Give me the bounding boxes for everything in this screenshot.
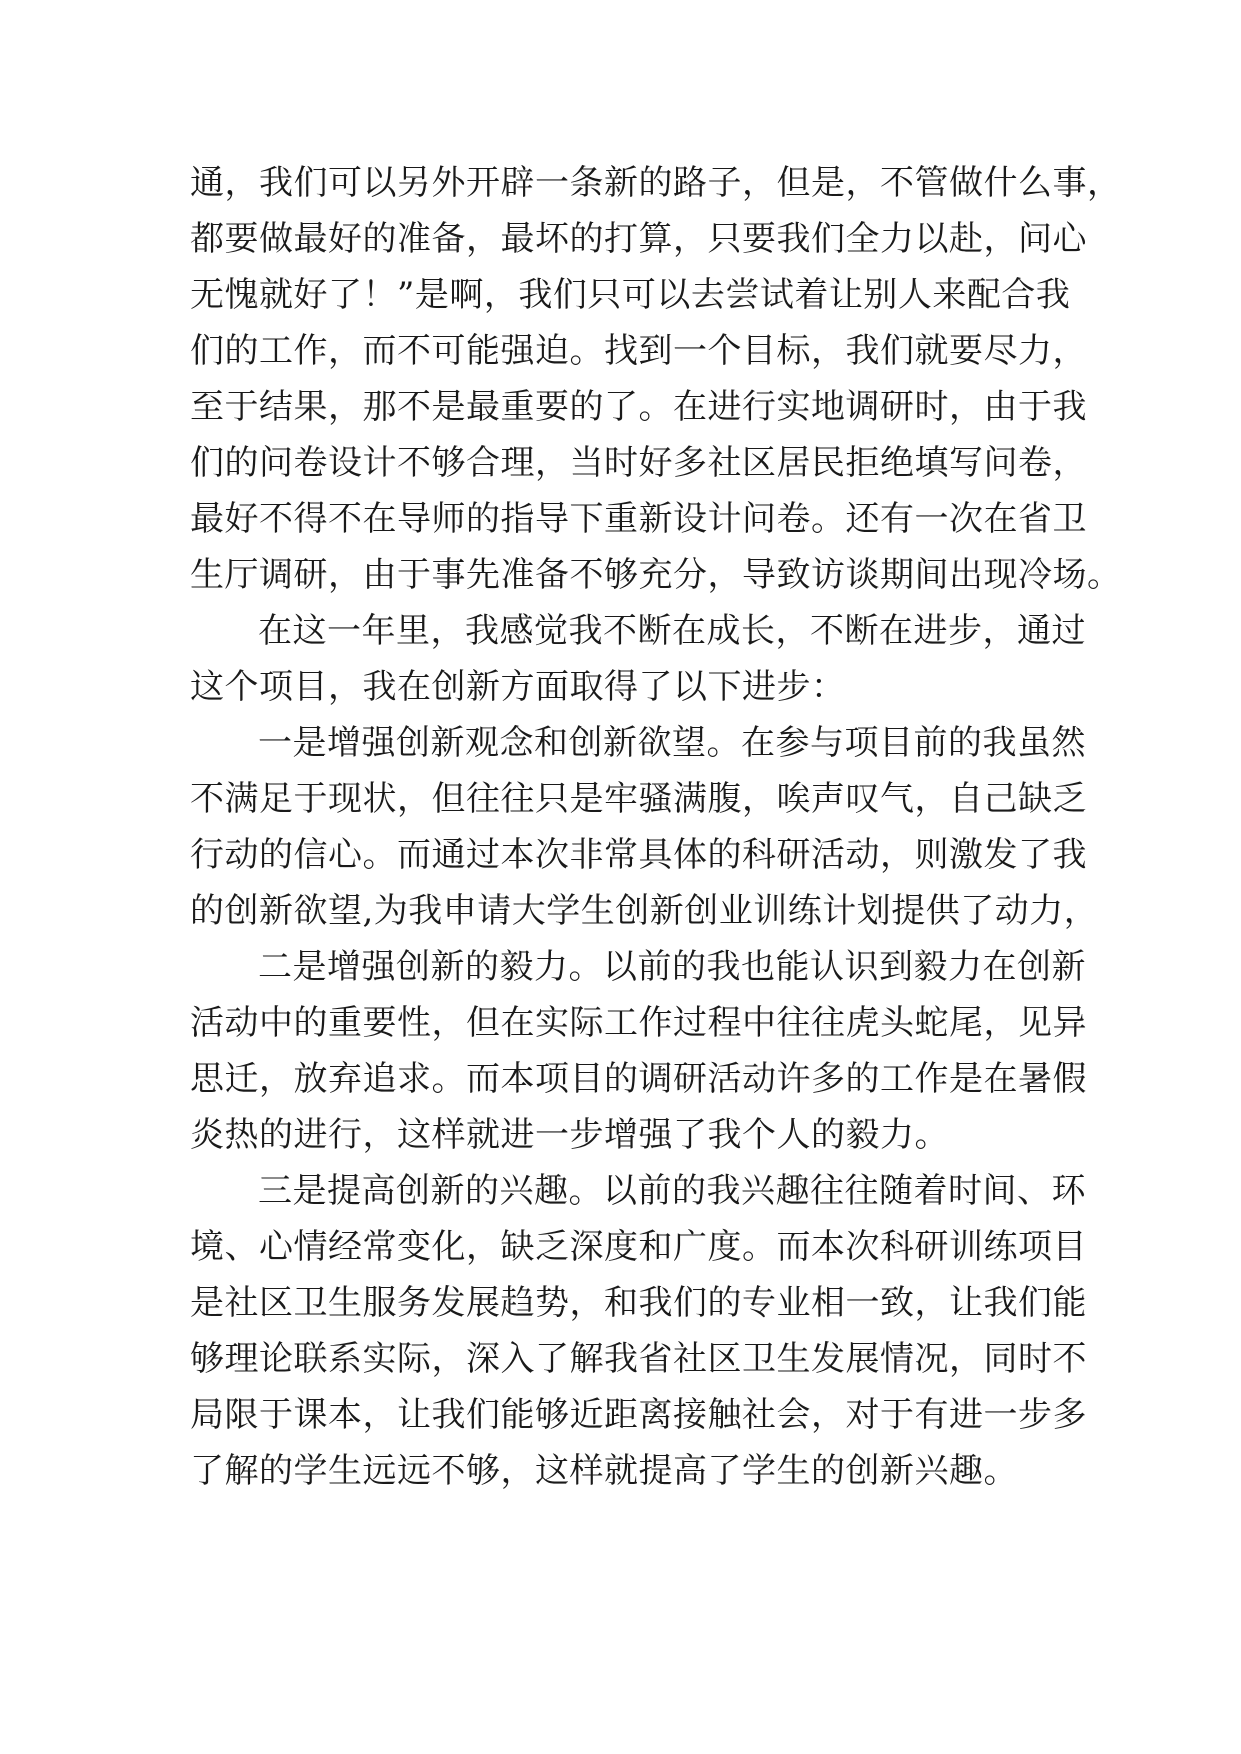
paragraph-first-line: 在这一年里，我感觉我不断在成长，不断在进步，通过 — [258, 611, 1086, 651]
text-line: 的创新欲望,为我申请大学生创新创业训练计划提供了动力， — [190, 891, 1099, 931]
text-line: 这个项目，我在创新方面取得了以下进步： — [190, 667, 846, 707]
text-line: 们的问卷设计不够合理，当时好多社区居民拒绝填写问卷， — [190, 443, 1087, 483]
text-line: 们的工作，而不可能强迫。找到一个目标，我们就要尽力， — [190, 331, 1087, 371]
text-line: 生厅调研，由于事先准备不够充分，导致访谈期间出现冷场。 — [190, 555, 1122, 595]
paragraph-first-line: 三是提高创新的兴趣。以前的我兴趣往往随着时间、环 — [258, 1171, 1086, 1211]
paragraph-first-line: 二是增强创新的毅力。以前的我也能认识到毅力在创新 — [258, 947, 1086, 987]
text-line: 炎热的进行，这样就进一步增强了我个人的毅力。 — [190, 1115, 949, 1155]
text-line: 都要做最好的准备，最坏的打算，只要我们全力以赴，问心 — [190, 219, 1087, 259]
text-line: 局限于课本，让我们能够近距离接触社会，对于有进一步多 — [190, 1395, 1087, 1435]
paragraph-first-line: 一是增强创新观念和创新欲望。在参与项目前的我虽然 — [258, 723, 1086, 763]
text-line: 够理论联系实际，深入了解我省社区卫生发展情况，同时不 — [190, 1339, 1087, 1379]
text-line: 无愧就好了！”是啊，我们只可以去尝试着让别人来配合我 — [190, 275, 1071, 315]
text-line: 是社区卫生服务发展趋势，和我们的专业相一致，让我们能 — [190, 1283, 1087, 1323]
text-line: 不满足于现状，但往往只是牢骚满腹，唉声叹气，自己缺乏 — [190, 779, 1087, 819]
text-line: 思迁，放弃追求。而本项目的调研活动许多的工作是在暑假 — [190, 1059, 1087, 1099]
text-line: 行动的信心。而通过本次非常具体的科研活动，则激发了我 — [190, 835, 1087, 875]
text-line: 境、心情经常变化，缺乏深度和广度。而本次科研训练项目 — [190, 1227, 1087, 1267]
text-line: 活动中的重要性，但在实际工作过程中往往虎头蛇尾，见异 — [190, 1003, 1087, 1043]
text-line: 至于结果，那不是最重要的了。在进行实地调研时，由于我 — [190, 387, 1087, 427]
text-line: 通，我们可以另外开辟一条新的路子，但是，不管做什么事， — [190, 163, 1122, 203]
text-line: 最好不得不在导师的指导下重新设计问卷。还有一次在省卫 — [190, 499, 1087, 539]
text-line: 了解的学生远远不够，这样就提高了学生的创新兴趣。 — [190, 1451, 1018, 1491]
